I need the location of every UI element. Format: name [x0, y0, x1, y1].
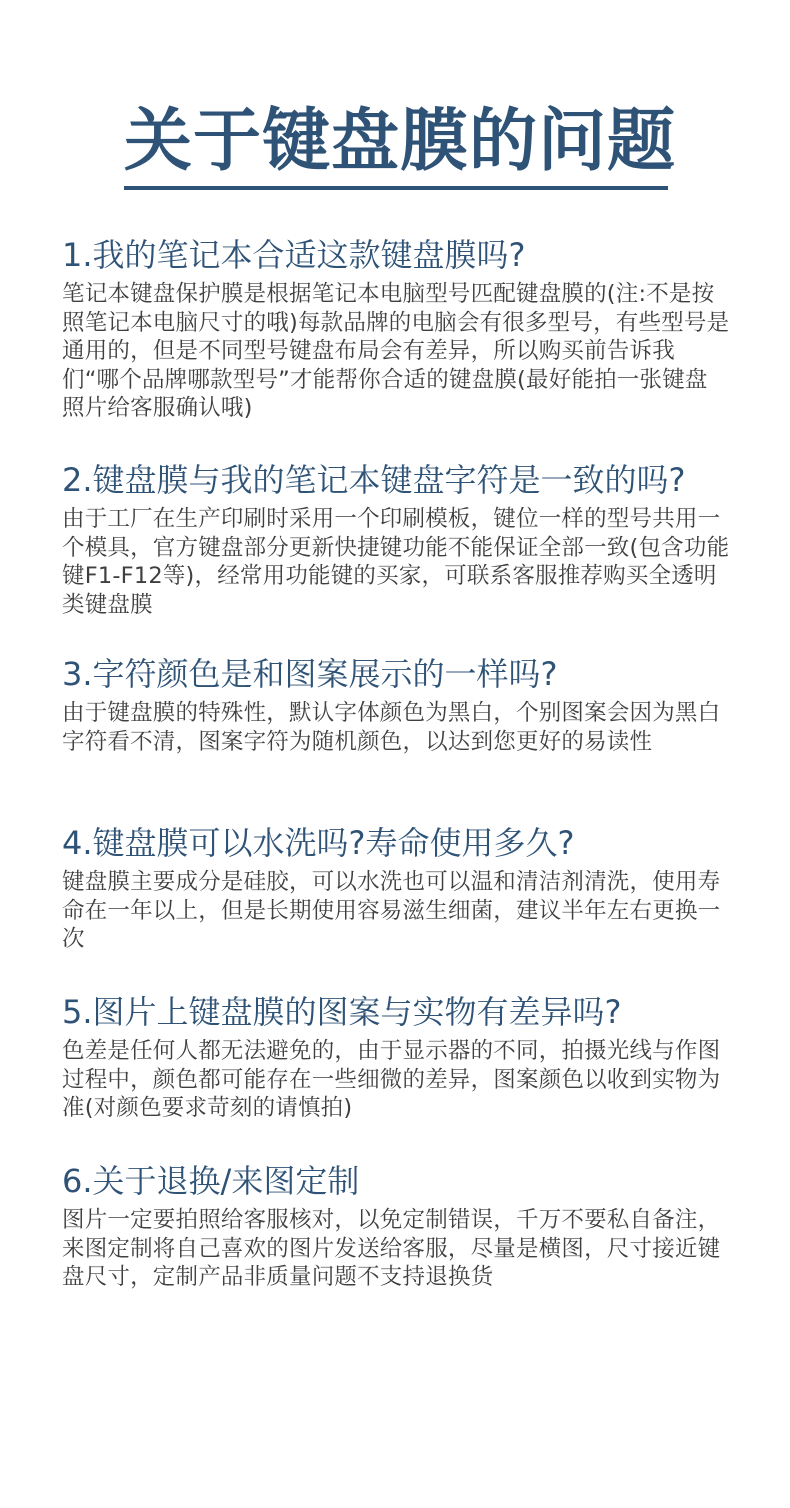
faq-answer-6: 图片一定要拍照给客服核对，以免定制错误，千万不要私自备注，来图定制将自己喜欢的图片发送给客服，尽量是横图，尺寸接近键盘尺寸，定制产品非质量问题不支持退换货: [62, 1207, 721, 1290]
faq-item-1: [62, 234, 730, 423]
page-header: [124, 98, 677, 190]
faq-question-3: 3.字符颜色是和图案展示的一样吗?: [62, 655, 558, 693]
faq-question-4: 4.键盘膜可以水洗吗?寿命使用多久?: [62, 824, 575, 862]
page-title: 关于键盘膜的问题: [124, 102, 677, 181]
faq-item-3: [62, 653, 730, 756]
faq-answer-1: 笔记本键盘保护膜是根据笔记本电脑型号匹配键盘膜的(注:不是按照笔记本电脑尺寸的哦)每款品牌的电脑会有很多型号，有些型号是通用的，但是不同型号键盘布局会有差异，所以购买前告诉我们“哪个品牌哪款型号”才能帮你合适的键盘膜(最好能拍一张键盘照片给客服确认哦): [62, 281, 730, 421]
faq-item-5: [62, 991, 730, 1123]
faq-item-6: [62, 1160, 730, 1292]
faq-question-1: 1.我的笔记本合适这款键盘膜吗?: [62, 236, 526, 274]
faq-question-6: 6.关于退换/来图定制: [62, 1162, 360, 1200]
faq-answer-5: 色差是任何人都无法避免的，由于显示器的不同，拍摄光线与作图过程中，颜色都可能存在一些细微的差异，图案颜色以收到实物为准(对颜色要求苛刻的请慎拍): [62, 1038, 721, 1121]
faq-question-2: 2.键盘膜与我的笔记本键盘字符是一致的吗?: [62, 461, 686, 499]
faq-answer-4: 键盘膜主要成分是硅胶，可以水洗也可以温和清洁剂清洗，使用寿命在一年以上，但是长期使用容易滋生细菌，建议半年左右更换一次: [62, 869, 721, 952]
faq-question-5: 5.图片上键盘膜的图案与实物有差异吗?: [62, 993, 622, 1031]
faq-item-2: [62, 459, 730, 619]
title-underline: [124, 186, 668, 190]
faq-answer-2: 由于工厂在生产印刷时采用一个印刷模板，键位一样的型号共用一个模具，官方键盘部分更新快捷键功能不能保证全部一致(包含功能键F1-F12等)，经常用功能键的买家，可联系客服推荐购买全透明类键盘膜: [62, 506, 730, 618]
faq-item-4: [62, 822, 730, 954]
faq-answer-3: 由于键盘膜的特殊性，默认字体颜色为黑白，个别图案会因为黑白字符看不清，图案字符为随机颜色，以达到您更好的易读性: [62, 700, 721, 755]
